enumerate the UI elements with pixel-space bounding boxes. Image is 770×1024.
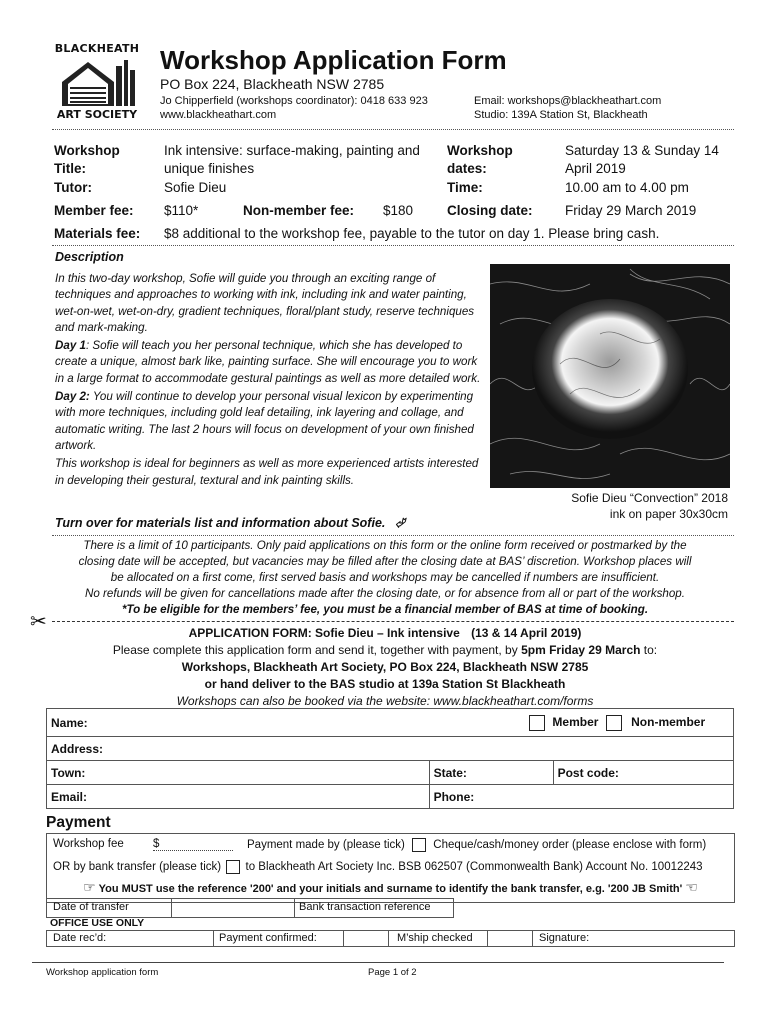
application-heading-text: APPLICATION FORM: Sofie Dieu – Ink intensive <box>188 626 460 640</box>
notice-line5: *To be eligible for the members’ fee, you must be a financial member of BAS at time of booking. <box>121 603 649 616</box>
payment-confirmed-input[interactable] <box>343 931 389 946</box>
workshop-dates-label: Workshop dates: <box>447 143 513 176</box>
transfer-row <box>46 898 454 918</box>
membership-choice <box>429 709 733 737</box>
description-day2 <box>55 389 485 454</box>
time-label: Time: <box>447 180 483 195</box>
footer-page-number: Page 1 of 2 <box>368 967 417 978</box>
bank-transfer-line <box>53 860 703 874</box>
artwork-caption-line1: Sofie Dieu “Convection” 2018 <box>571 491 728 505</box>
day2-text: You will continue to develop your personal visual lexicon by experimenting with more techniques, including gold leaf detailing, ink layering and collage, and automatic writing. The last 2 hours will focus on development of your own finished artwork. <box>55 390 474 452</box>
bank-transfer-checkbox[interactable] <box>226 860 240 874</box>
payment-made-by-label: Payment made by (please tick) <box>247 839 405 852</box>
divider <box>52 129 734 130</box>
state-field[interactable] <box>429 761 553 785</box>
email-label: Email: <box>51 789 88 804</box>
logo <box>52 42 142 122</box>
notice-line4: No refunds will be given for cancellations made after the closing date, or for absence from all or part of the workshop. <box>85 587 685 600</box>
artwork-caption <box>490 490 728 522</box>
office-use-label: OFFICE USE ONLY <box>50 917 145 929</box>
notice-line2: closing date will be accepted, but vacancies may be filled after the closing date at BAS’ discretion. Workshop places will <box>78 555 692 568</box>
divider <box>52 535 734 536</box>
workshop-title-label: Workshop Title: <box>54 143 120 176</box>
nonmember-fee-value: $180 <box>383 203 414 218</box>
notice <box>40 538 730 618</box>
header-email: Email: workshops@blackheathart.com <box>474 95 662 107</box>
reference-note <box>47 879 734 896</box>
scissors-icon: ✂ <box>30 611 47 633</box>
member-label: Member <box>552 714 599 729</box>
application-instructions <box>40 625 730 710</box>
payment-confirmed-label: Payment confirmed: <box>219 932 317 944</box>
member-fee-label: Member fee: <box>54 203 134 218</box>
page-title: Workshop Application Form <box>160 45 507 75</box>
notice-line1: There is a limit of 10 participants. Only paid applications on this form or the online form received or postmarked by the <box>83 539 687 552</box>
postcode-field[interactable] <box>553 761 733 785</box>
day1-text: : Sofie will teach you her personal technique, which she has developed to create a unique, almost bark like, painting surface. She will encourage you to work in a large format to accommodate gestural paintings as well as more detailed work. <box>55 339 481 385</box>
artwork-image <box>490 264 730 488</box>
office-use-row <box>46 930 735 947</box>
pointing-right-hand-icon: ☞ <box>83 879 96 895</box>
logo-top-text: BLACKHEATH <box>54 42 140 55</box>
footer-left: Workshop application form <box>46 967 159 978</box>
applicant-table <box>46 708 734 809</box>
footer-rule <box>32 962 724 963</box>
description-heading: Description <box>55 250 124 264</box>
name-label: Name: <box>51 715 88 730</box>
header-website: www.blackheathart.com <box>160 109 277 121</box>
cheque-checkbox[interactable] <box>412 838 426 852</box>
header-address: PO Box 224, Blackheath NSW 2785 <box>160 76 385 92</box>
workshop-title-value: Ink intensive: surface-making, painting and unique finishes <box>164 143 420 176</box>
application-line3: or hand deliver to the BAS studio at 139a Station St Blackheath <box>204 677 566 691</box>
application-heading-dates: (13 & 14 April 2019) <box>471 626 582 640</box>
phone-field[interactable] <box>429 785 733 809</box>
bank-ref-label: Bank transaction reference <box>299 901 431 913</box>
day2-label: Day 2: <box>55 390 90 404</box>
materials-fee-label: Materials fee: <box>54 226 141 241</box>
logo-house-picture <box>58 56 136 108</box>
tutor-value: Sofie Dieu <box>164 180 227 195</box>
cell-divider <box>213 931 214 946</box>
artwork-drawing <box>490 264 730 488</box>
turn-arrow-icon: ⮰ <box>394 516 405 530</box>
application-line1-a: Please complete this application form and send it, together with payment, by <box>112 643 522 657</box>
time-value: 10.00 am to 4.00 pm <box>565 180 689 195</box>
turn-over-text: Turn over for materials list and information about Sofie. <box>55 516 386 530</box>
town-label: Town: <box>51 765 86 780</box>
signature-label: Signature: <box>539 932 590 944</box>
member-fee-value: $110* <box>164 203 199 218</box>
payment-made-by <box>247 838 706 852</box>
date-transfer-label: Date of transfer <box>53 901 129 913</box>
header-coordinator: Jo Chipperfield (workshops coordinator): 0418 633 923 <box>160 95 428 107</box>
workshop-fee-label: Workshop fee <box>53 838 124 850</box>
logo-bottom-text: ART SOCIETY <box>56 108 138 121</box>
day1-label: Day 1 <box>55 339 86 353</box>
phone-label: Phone: <box>433 789 475 804</box>
mship-checked-label: M’ship checked <box>397 932 473 944</box>
address-label: Address: <box>51 741 104 756</box>
application-line1-deadline: 5pm Friday 29 March <box>521 643 641 657</box>
application-line2: Workshops, Blackheath Art Society, PO Box 224, Blackheath NSW 2785 <box>181 660 589 674</box>
description-body <box>55 271 485 491</box>
bank-transfer-label: OR by bank transfer (please tick) <box>53 861 222 874</box>
payment-heading: Payment <box>46 814 111 831</box>
description-intro: In this two-day workshop, Sofie will guide you through an exciting range of techniques and approaches to working with ink, including ink and water painting, wet-on-wet, wet-on-dry, gradient techniques, floral/plant study, reserve techniques and mark-making. <box>55 272 475 334</box>
name-field[interactable] <box>47 709 430 737</box>
date-transfer-input[interactable] <box>171 899 295 917</box>
pointing-left-hand-icon: ☜ <box>685 879 698 895</box>
artwork-caption-line2: ink on paper 30x30cm <box>609 507 728 521</box>
payment-box <box>46 833 735 903</box>
nonmember-fee-label: Non-member fee: <box>243 203 355 218</box>
nonmember-label: Non-member <box>631 714 706 729</box>
state-label: State: <box>433 765 467 780</box>
tutor-label: Tutor: <box>54 180 92 195</box>
turn-over-note <box>55 516 405 531</box>
email-field[interactable] <box>47 785 430 809</box>
application-line4: Workshops can also be booked via the website: www.blackheathart.com/forms <box>176 694 594 708</box>
address-field[interactable] <box>47 737 734 761</box>
nonmember-checkbox[interactable] <box>606 715 622 731</box>
closing-date-label: Closing date: <box>447 203 533 218</box>
materials-fee-value: $8 additional to the workshop fee, payable to the tutor on day 1. Please bring cash. <box>164 226 660 241</box>
dollar-sign: $ <box>153 838 160 850</box>
application-line1-c: to: <box>640 643 658 657</box>
description-ideal: This workshop is ideal for beginners as well as more experienced artists interested in developing their gestural, textural and ink painting skills. <box>55 457 479 487</box>
reference-text: You MUST use the reference '200' and your initials and surname to identify the bank transfer, e.g. '200 JB Smith' <box>98 883 683 895</box>
divider <box>52 245 734 246</box>
member-checkbox[interactable] <box>529 715 545 731</box>
bank-details: to Blackheath Art Society Inc. BSB 062507 (Commonwealth Bank) Account No. 10012243 <box>245 861 703 874</box>
application-heading <box>40 625 730 642</box>
notice-line3: be allocated on a first come, first served basis and workshops may be cancelled if numbers are insufficient. <box>110 571 660 584</box>
cut-line <box>52 621 734 622</box>
mship-checked-input[interactable] <box>487 931 533 946</box>
workshop-dates-value: Saturday 13 & Sunday 14 April 2019 <box>565 143 719 176</box>
cheque-label: Cheque/cash/money order (please enclose with form) <box>433 839 707 852</box>
date-recd-label: Date rec’d: <box>53 932 107 944</box>
header-studio: Studio: 139A Station St, Blackheath <box>474 109 648 121</box>
workshop-fee-input[interactable] <box>153 838 233 851</box>
town-field[interactable] <box>47 761 430 785</box>
application-line1 <box>40 642 730 659</box>
postcode-label: Post code: <box>557 765 619 780</box>
closing-date-value: Friday 29 March 2019 <box>565 203 697 218</box>
description-day1 <box>55 338 485 387</box>
